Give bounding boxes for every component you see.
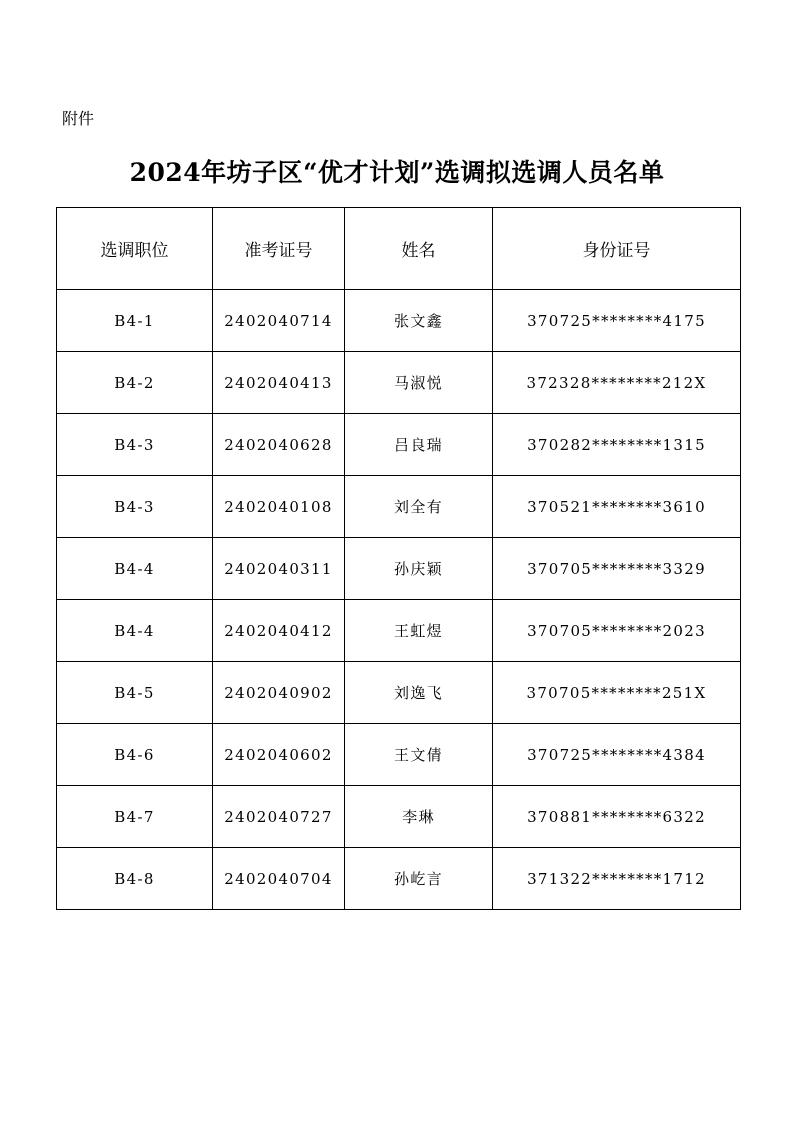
table-row [57,848,741,910]
cell-id-number: 372328********212X [493,352,741,414]
table-row [57,476,741,538]
cell-exam-number: 2402040412 [213,600,345,662]
header-exam-number: 准考证号 [213,208,345,290]
cell-exam-number: 2402040727 [213,786,345,848]
cell-position: B4-7 [57,786,213,848]
cell-name: 刘逸飞 [345,662,493,724]
cell-exam-number: 2402040902 [213,662,345,724]
cell-position: B4-4 [57,600,213,662]
cell-exam-number: 2402040704 [213,848,345,910]
table-row [57,600,741,662]
cell-id-number: 370725********4384 [493,724,741,786]
candidate-table [56,207,741,910]
table-row [57,352,741,414]
cell-exam-number: 2402040628 [213,414,345,476]
cell-id-number: 370881********6322 [493,786,741,848]
cell-name: 吕良瑞 [345,414,493,476]
cell-position: B4-1 [57,290,213,352]
cell-exam-number: 2402040602 [213,724,345,786]
table-body [57,290,741,910]
table-row [57,414,741,476]
header-id-number: 身份证号 [493,208,741,290]
cell-name: 孙屹言 [345,848,493,910]
cell-exam-number: 2402040108 [213,476,345,538]
cell-position: B4-3 [57,476,213,538]
cell-name: 张文鑫 [345,290,493,352]
header-row [57,208,741,290]
header-name: 姓名 [345,208,493,290]
cell-position: B4-3 [57,414,213,476]
cell-id-number: 370705********251X [493,662,741,724]
table-header [57,208,741,290]
cell-name: 刘全有 [345,476,493,538]
cell-id-number: 370705********3329 [493,538,741,600]
cell-name: 孙庆颖 [345,538,493,600]
cell-exam-number: 2402040714 [213,290,345,352]
cell-id-number: 370725********4175 [493,290,741,352]
cell-exam-number: 2402040311 [213,538,345,600]
cell-name: 王文倩 [345,724,493,786]
table-row [57,662,741,724]
cell-id-number: 371322********1712 [493,848,741,910]
cell-position: B4-2 [57,352,213,414]
document-title: 2024年坊子区“优才计划”选调拟选调人员名单 [129,158,665,187]
cell-id-number: 370521********3610 [493,476,741,538]
table-row [57,786,741,848]
cell-position: B4-5 [57,662,213,724]
cell-name: 王虹煜 [345,600,493,662]
cell-position: B4-8 [57,848,213,910]
table-row [57,538,741,600]
cell-position: B4-4 [57,538,213,600]
cell-exam-number: 2402040413 [213,352,345,414]
table-row [57,724,741,786]
cell-name: 马淑悦 [345,352,493,414]
cell-position: B4-6 [57,724,213,786]
attachment-label: 附件 [62,109,95,128]
cell-id-number: 370705********2023 [493,600,741,662]
cell-id-number: 370282********1315 [493,414,741,476]
cell-name: 李琳 [345,786,493,848]
table-row [57,290,741,352]
header-position: 选调职位 [57,208,213,290]
